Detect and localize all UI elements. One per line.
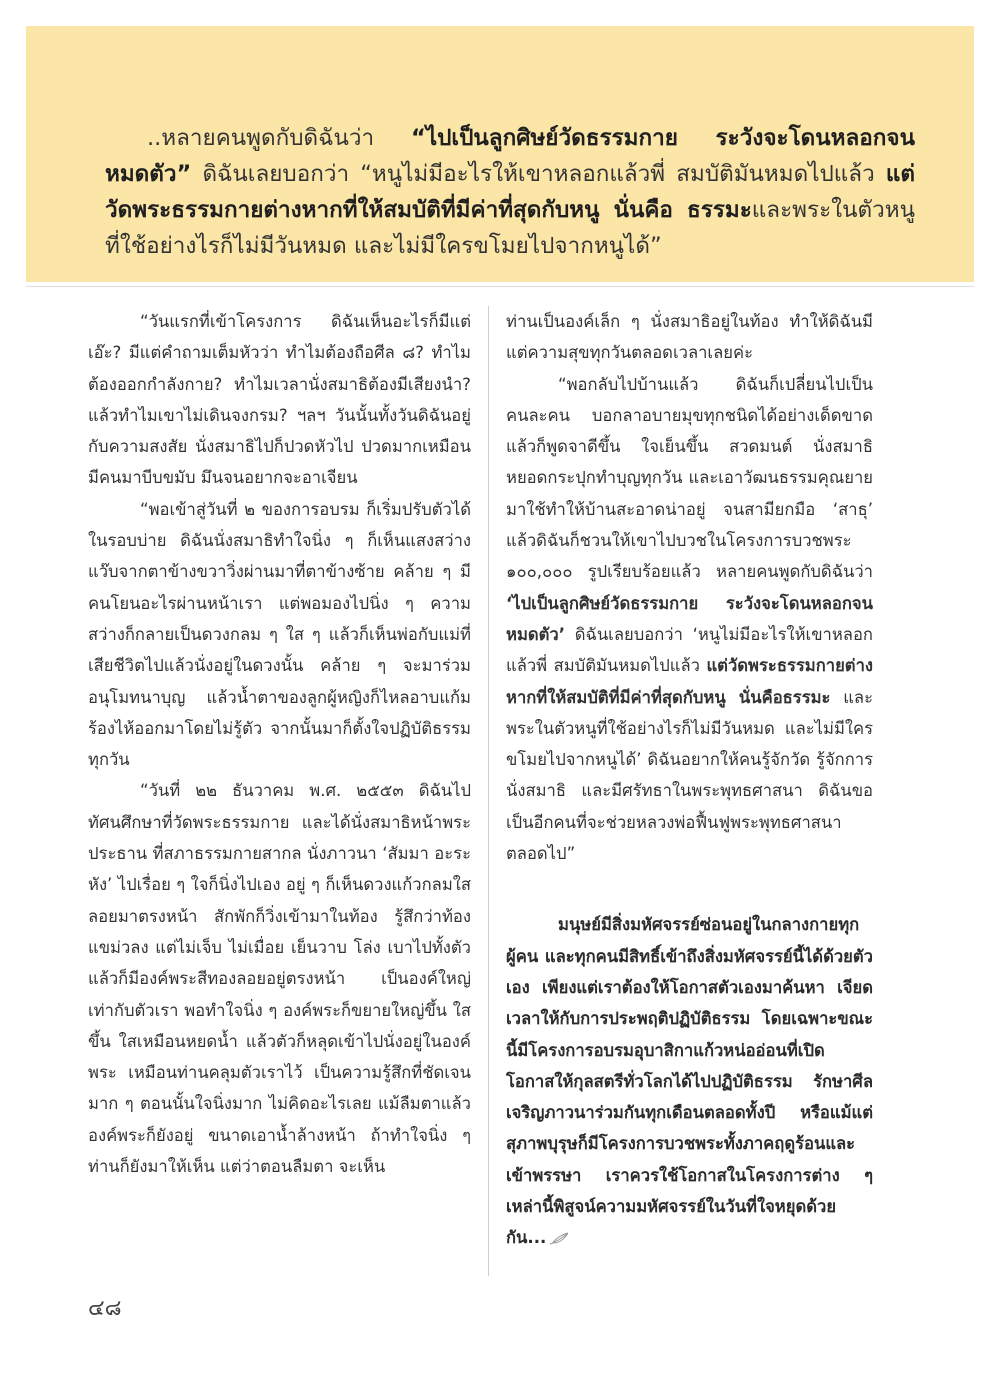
closing-paragraph — [506, 909, 873, 1253]
right-column — [506, 306, 873, 1254]
right-paragraph-2 — [506, 369, 873, 870]
section-rule — [26, 286, 974, 287]
quote-bold-1: “ไปเป็นลูกศิษย์วัดธรรมกาย ระวังจะโดนหลอกจนหมดตัว” — [105, 125, 915, 187]
feather-icon — [548, 1232, 570, 1246]
closing-text: มนุษย์มีสิ่งมหัศจรรย์ซ่อนอยู่ในกลางกายทุกผู้คน และทุกคนมีสิทธิ์เข้าถึงสิ่งมหัศจรรย์นี้ได้ด้วยตัวเอง เพียงแต่เราต้องให้โอกาสตัวเองมาค้นหา เจียดเวลาให้กับการประพฤติปฏิบัติธรรม โดยเฉพาะขณะนี้มีโครงการอบรมอุบาสิกาแก้วหน่ออ่อนที่เปิดโอกาสให้กุลสตรีทั่วโลกได้ไปปฏิบัติธรรม รักษาศีล เจริญภาวนาร่วมกันทุกเดือนตลอดทั้งปี หรือแม้แต่สุภาพบุรุษก็มีโครงการบวชพระทั้งภาคฤดูร้อนและเข้าพรรษา เราควรใช้โอกาสในโครงการต่าง ๆ เหล่านี้พิสูจน์ความมหัศจรรย์ในวันที่ใจหยุดด้วยกัน... — [506, 915, 873, 1248]
left-column — [88, 306, 471, 1182]
quote-prefix: ..หลายคนพูดกับดิฉันว่า — [147, 125, 412, 151]
left-paragraph-2: “พอเข้าสู่วันที่ ๒ ของการอบรม ก็เริ่มปรับตัวได้ ในรอบบ่าย ดิฉันนั่งสมาธิทำใจนิ่ง ๆ ก็เห็นแสงสว่างแว๊บจากตาข้างขวาวิ่งผ่านมาที่ตาข้างซ้าย คล้าย ๆ มีคนโยนอะไรผ่านหน้าเรา แต่พอมองไปนิ่ง ๆ ความสว่างก็กลายเป็นดวงกลม ๆ ใส ๆ แล้วก็เห็นพ่อกับแม่ที่เสียชีวิตไปแล้วนั่งอยู่ในดวงนั้น คล้าย ๆ จะมาร่วมอนุโมทนาบุญ แล้วน้ำตาของลูกผู้หญิงก็ไหลอาบแก้ม ร้องไห้ออกมาโดยไม่รู้ตัว จากนั้นมาก็ตั้งใจปฏิบัติธรรมทุกวัน — [88, 499, 471, 770]
page-number: ๔๘ — [88, 1296, 122, 1321]
quote-suffix: และพระในตัวหนูที่ใช้อย่างไรก็ไม่มีวันหมด และไม่มีใครขโมยไปจากหนูได้” — [105, 197, 915, 259]
quote-bold-2: แต่วัดพระธรรมกายต่างหากที่ให้สมบัติที่มีค่าที่สุดกับหนู นั่นคือ ธรรมะ — [105, 161, 915, 223]
quote-mid: ดิฉันเลยบอกว่า “หนูไม่มีอะไรให้เขาหลอกแล้วพี่ สมบัติมันหมดไปแล้ว — [191, 161, 886, 187]
right-p2-text-c: ดิฉันเลยบอกว่า ‘หนูไม่มีอะไรให้เขาหลอกแล้วพี่ สมบัติมันหมดไปแล้ว — [506, 624, 873, 676]
right-p2-text-e: และพระในตัวหนูที่ใช้อย่างไรก็ไม่มีวันหมด และไม่มีใครขโมยไปจากหนูได้’ ดิฉันอยากให้คนรู้จักวัด รู้จักการนั่งสมาธิ และมีศรัทธาในพระพุทธศาสนา ดิฉันขอเป็นอีกคนที่จะช่วยหลวงพ่อฟื้นฟูพระพุทธศาสนาตลอดไป” — [506, 687, 873, 864]
left-paragraph-3: “วันที่ ๒๒ ธันวาคม พ.ศ. ๒๕๕๓ ดิฉันไปทัศนศึกษาที่วัดพระธรรมกาย และได้นั่งสมาธิหน้าพระประธาน ที่สภาธรรมกายสากล นั่งภาวนา ‘สัมมา อะระหัง’ ไปเรื่อย ๆ ใจก็นิ่งไปเอง อยู่ ๆ ก็เห็นดวงแก้วกลมใสลอยมาตรงหน้า สักพักก็วิ่งเข้ามาในท้อง รู้สึกว่าท้องแขม่วลง แต่ไม่เจ็บ ไม่เมื่อย เย็นวาบ โล่ง เบาไปทั้งตัว แล้วก็มีองค์พระสีทองลอยอยู่ตรงหน้า เป็นองค์ใหญ่เท่ากับตัวเรา พอทำใจนิ่ง ๆ องค์พระก็ขยายใหญ่ขึ้น ใสขึ้น ใสเหมือนหยดน้ำ แล้วตัวก็หลุดเข้าไปนั่งอยู่ในองค์พระ เหมือนท่านคลุมตัวเราไว้ เป็นความรู้สึกที่ชัดเจนมาก ๆ ตอนนั้นใจนิ่งมาก ไม่คิดอะไรเลย แม้ลืมตาแล้วองค์พระก็ยังอยู่ ขนาดเอาน้ำล้างหน้า ถ้าทำใจนิ่ง ๆ ท่านก็ยังมาให้เห็น แต่ว่าตอนลืมตา จะเห็น — [88, 781, 471, 1177]
right-p2-text-a: “พอกลับไปบ้านแล้ว ดิฉันก็เปลี่ยนไปเป็นคนละคน บอกลาอบายมุขทุกชนิดได้อย่างเด็ดขาด แล้วก็พูดจาดีขึ้น ใจเย็นขึ้น สวดมนต์ นั่งสมาธิ หยอดกระปุกทำบุญทุกวัน และเอาวัฒนธรรมคุณยายมาใช้ทำให้บ้านสะอาดน่าอยู่ จนสามียกมือ ‘สาธุ’ แล้วดิฉันก็ชวนให้เขาไปบวชในโครงการบวชพระ ๑๐๐,๐๐๐ รูปเรียบร้อยแล้ว หลายคนพูดกับดิฉันว่า — [506, 374, 873, 582]
right-paragraph-1: ท่านเป็นองค์เล็ก ๆ นั่งสมาธิอยู่ในท้อง ทำให้ดิฉันมีแต่ความสุขทุกวันตลอดเวลาเลยค่ะ — [506, 312, 873, 363]
left-paragraph-1: “วันแรกที่เข้าโครงการ ดิฉันเห็นอะไรก็มีแต่เอ๊ะ? มีแต่คำถามเต็มหัวว่า ทำไมต้องถือศีล ๘? ทำไมต้องออกกำลังกาย? ทำไมเวลานั่งสมาธิต้องมีเสียงนำ? แล้วทำไมเขาไม่เดินจงกรม? ฯลฯ วันนั้นทั้งวันดิฉันอยู่กับความสงสัย นั่งสมาธิไปก็ปวดหัวไป ปวดมากเหมือนมีคนมาบีบขมับ มึนจนอยากจะอาเจียน — [88, 312, 471, 488]
pull-quote — [105, 120, 915, 264]
right-p2-bold-d: แต่วัดพระธรรมกายต่างหากที่ให้สมบัติที่มีค่าที่สุดกับหนู นั่นคือธรรมะ — [506, 656, 873, 707]
right-p2-bold-b: ‘ไปเป็นลูกศิษย์วัดธรรมกาย ระวังจะโดนหลอกจนหมดตัว’ — [506, 593, 873, 644]
column-divider — [488, 306, 489, 1276]
